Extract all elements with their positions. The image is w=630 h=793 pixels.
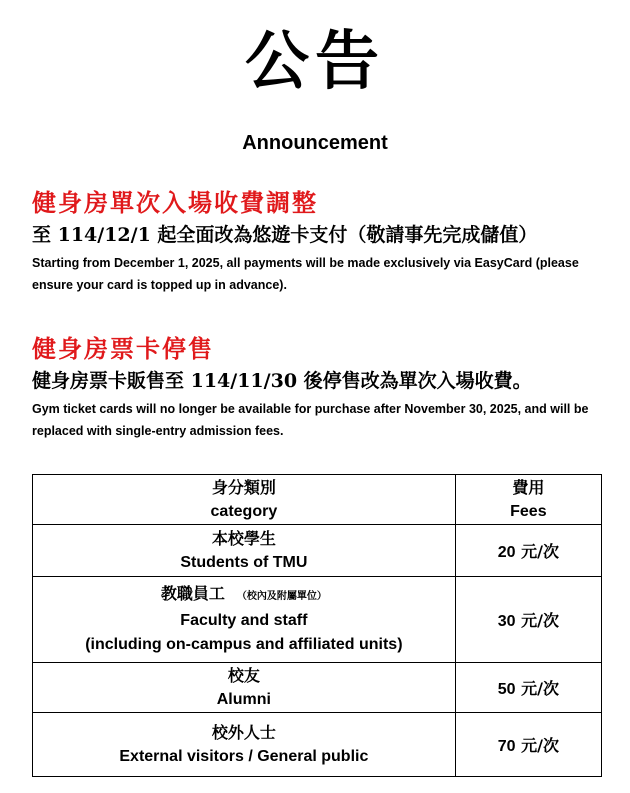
category-note: （校內及附屬單位） xyxy=(236,591,327,602)
table-header-row xyxy=(33,475,602,525)
fee-cell xyxy=(455,525,601,577)
fee-amount: 30 xyxy=(497,613,516,630)
header-category-cn: 身分類別 xyxy=(211,477,276,497)
fee-amount: 70 xyxy=(497,738,516,755)
section-subheading: 至 114/12/1 起全面改為悠遊卡支付（敬請事先完成儲值） xyxy=(32,224,538,246)
fee-unit: 元/次 xyxy=(515,679,559,698)
section-subheading: 健身房票卡販售至 114/11/30 後停售改為單次入場收費。 xyxy=(32,370,532,392)
category-cell xyxy=(33,577,456,663)
fee-amount: 50 xyxy=(497,681,516,698)
category-cn: 本校學生 xyxy=(211,528,276,548)
header-category-cell xyxy=(33,475,456,525)
category-cn: 教職員工 xyxy=(160,584,225,603)
category-en-detail: (including on-campus and affiliated units) xyxy=(85,636,403,653)
header-fees-cell xyxy=(455,475,601,525)
category-cell xyxy=(33,713,456,777)
header-fees-cn: 費用 xyxy=(512,477,545,497)
section-english-text: Gym ticket cards will no longer be available for purchase after November 30, 2025, and will be replaced with single-entry admission fees. xyxy=(32,402,589,438)
fee-table xyxy=(32,474,602,777)
announcement-title-en: Announcement xyxy=(242,132,388,154)
section-ticket-card-discontinued xyxy=(32,334,602,442)
table-row xyxy=(33,525,602,577)
announcement-title-cn: 公告 xyxy=(245,24,385,99)
fee-cell xyxy=(455,663,601,713)
section-heading: 健身房單次入場收費調整 xyxy=(32,188,318,217)
category-cn: 校外人士 xyxy=(211,722,276,742)
header-fees-en: Fees xyxy=(510,502,547,520)
category-cn-line xyxy=(33,582,455,609)
category-cn: 校友 xyxy=(227,665,260,685)
fee-unit: 元/次 xyxy=(515,736,559,755)
category-en: Faculty and staff xyxy=(180,612,308,629)
table-row xyxy=(33,663,602,713)
section-fee-adjustment xyxy=(32,188,602,296)
header-category-en: category xyxy=(210,502,278,520)
section-heading: 健身房票卡停售 xyxy=(32,334,214,363)
section-english-text: Starting from December 1, 2025, all payments will be made exclusively via EasyCard (please ensure your card is topped up in advance). xyxy=(32,256,579,292)
fee-cell xyxy=(455,713,601,777)
category-cell xyxy=(33,525,456,577)
category-en: Alumni xyxy=(216,690,271,708)
fee-unit: 元/次 xyxy=(515,542,559,561)
fee-cell xyxy=(455,577,601,663)
fee-unit: 元/次 xyxy=(515,611,559,630)
category-en: External visitors / General public xyxy=(119,747,369,765)
category-cell xyxy=(33,663,456,713)
category-en: Students of TMU xyxy=(180,553,308,571)
fee-amount: 20 xyxy=(497,544,516,561)
table-row xyxy=(33,577,602,663)
table-row xyxy=(33,713,602,777)
